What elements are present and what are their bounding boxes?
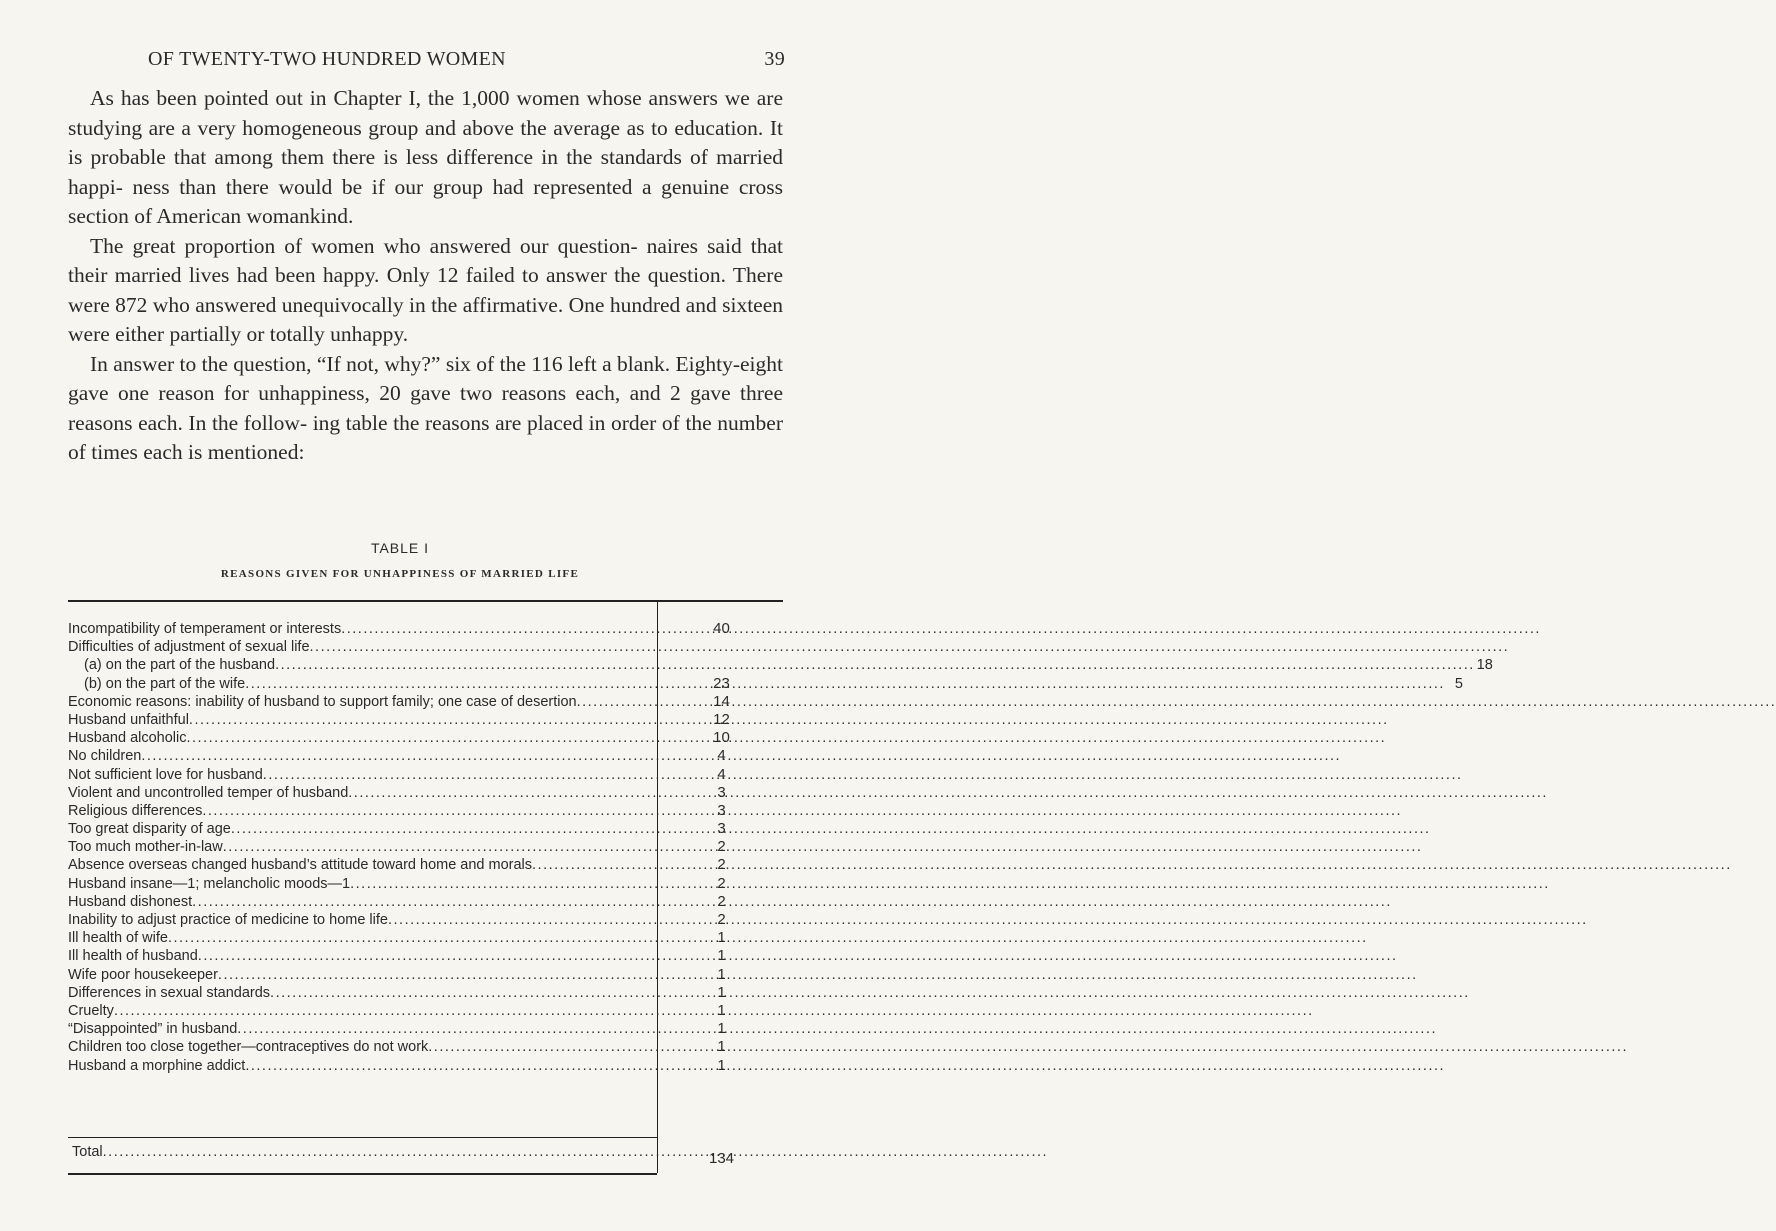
reason-label: Husband unfaithful	[68, 711, 189, 728]
leader-dots	[348, 784, 1548, 802]
leader-dots	[388, 911, 1588, 929]
reason-label: Too much mother-in-law	[68, 839, 223, 856]
leader-dots	[103, 1144, 1048, 1160]
reason-label: Husband alcoholic	[68, 730, 187, 747]
leader-dots	[245, 675, 1445, 693]
total-value: 134	[708, 1150, 735, 1167]
total-rule	[68, 1137, 657, 1138]
table-row	[68, 766, 658, 784]
reason-label: Husband dishonest	[68, 893, 193, 910]
count-value: 2	[717, 838, 726, 856]
reason-label: Not sufficient love for husband	[68, 766, 263, 783]
paragraph: The great proportion of women who answered our question- naires said that their married lives had been happy. Only 12 failed to answer the question. There were 872 who answered unequivocally in the affirmative. One hundred and sixteen were either partially or totally unhappy.	[68, 233, 783, 346]
table-row	[68, 820, 658, 838]
table-row	[68, 929, 658, 947]
reason-label: (a) on the part of the husband	[84, 657, 276, 674]
count-value: 10	[713, 729, 730, 747]
count-value: 1	[717, 1001, 726, 1019]
table-row	[68, 656, 1493, 674]
reason-label: “Disappointed” in husband	[68, 1021, 238, 1038]
count-value: 1	[717, 947, 726, 965]
reason-label: Ill health of wife	[68, 930, 168, 947]
table-row	[68, 620, 658, 638]
count-value	[660, 656, 783, 674]
count-value: 1	[717, 1056, 726, 1074]
sub-count: 5	[1454, 675, 1463, 692]
leader-dots	[341, 620, 1541, 638]
running-title: OF TWENTY-TWO HUNDRED WOMEN	[148, 48, 506, 70]
leader-dots	[350, 875, 1550, 893]
leader-dots	[202, 802, 1402, 820]
reason-label: Wife poor housekeeper	[68, 966, 218, 983]
reason-label: Differences in sexual standards	[68, 984, 271, 1001]
table-row	[68, 711, 658, 729]
count-value: 2	[717, 892, 726, 910]
page-number: 39	[764, 48, 785, 70]
table-row	[68, 802, 658, 820]
reason-label: Cruelty	[68, 1002, 114, 1019]
leader-dots	[223, 838, 1423, 856]
leader-dots	[270, 984, 1470, 1002]
counts-column	[660, 620, 783, 1075]
table-title: TABLE I	[370, 540, 430, 556]
table-row	[68, 638, 658, 656]
count-value	[660, 638, 783, 656]
leader-dots	[198, 947, 1398, 965]
count-value: 1	[717, 1038, 726, 1056]
table-row	[68, 966, 658, 984]
reason-label: Husband insane—1; melancholic moods—1	[68, 875, 351, 892]
body-text	[68, 84, 783, 468]
leader-dots	[310, 638, 1510, 656]
count-value: 40	[713, 620, 730, 637]
leader-dots	[237, 1020, 1437, 1038]
leader-dots	[192, 893, 1392, 911]
reason-label: (b) on the part of the wife	[84, 675, 246, 692]
reason-label: Inability to adjust practice of medicine to home life	[68, 912, 388, 928]
table-row	[68, 947, 658, 965]
reason-label: Too great disparity of age	[68, 821, 231, 838]
table-row	[68, 984, 658, 1002]
table-bottom-rule	[68, 1173, 657, 1175]
leader-dots	[245, 1057, 1445, 1075]
reason-label: Children too close together—contraceptives do not work	[68, 1039, 429, 1056]
total-label: Total	[72, 1144, 103, 1160]
count-value: 2	[717, 874, 726, 892]
count-value: 1	[717, 965, 726, 983]
table-row	[68, 784, 658, 802]
reason-label: Religious differences	[68, 802, 203, 819]
table-row	[68, 729, 658, 747]
total-row	[72, 1144, 652, 1160]
leader-dots	[189, 711, 1389, 729]
leader-dots	[231, 820, 1431, 838]
leader-dots	[428, 1038, 1628, 1056]
count-value: 14	[713, 692, 730, 710]
count-value: 2	[717, 911, 726, 928]
reason-label: Violent and uncontrolled temper of husband	[68, 784, 349, 801]
count-value: 23	[713, 674, 730, 692]
reason-label: Ill health of husband	[68, 948, 198, 965]
reason-label: Husband a morphine addict	[68, 1057, 246, 1074]
paragraph: As has been pointed out in Chapter I, the 1,000 women whose answers we are studying are a very homogeneous group and above the average as to education. It is probable that among them there is less difference in the standards of married happi- ness than there would be if our group had represented a genuine cross section of American womankind.	[68, 86, 783, 228]
count-value: 1	[717, 983, 726, 1001]
table-subtitle: REASONS GIVEN FOR UNHAPPINESS OF MARRIED LIFE	[220, 568, 580, 580]
sub-count: 18	[1476, 657, 1493, 674]
reason-label: No children	[68, 748, 142, 765]
leader-dots	[263, 766, 1463, 784]
reason-label: Difficulties of adjustment of sexual life	[68, 639, 310, 656]
table-row	[68, 1020, 658, 1038]
reason-label: Absence overseas changed husband’s attitude toward home and morals	[68, 857, 533, 874]
leader-dots	[187, 729, 1387, 747]
count-value: 1	[717, 929, 726, 947]
count-value: 2	[717, 856, 726, 874]
table-row	[68, 875, 658, 893]
reason-label: Economic reasons: inability of husband to support family; one case of desertion	[68, 693, 577, 710]
leader-dots	[218, 966, 1418, 984]
count-value: 1	[717, 1020, 726, 1038]
table-row	[68, 856, 658, 874]
table-row	[68, 1038, 658, 1056]
count-value: 3	[717, 783, 726, 801]
table-row	[68, 693, 658, 711]
table-row	[68, 1002, 658, 1020]
count-value: 3	[717, 801, 726, 819]
table-row	[68, 838, 658, 856]
count-value: 4	[717, 765, 726, 783]
table-top-rule	[68, 600, 783, 602]
table-row	[68, 1057, 658, 1075]
running-header	[90, 48, 790, 78]
paragraph: In answer to the question, “If not, why?” six of the 116 left a blank. Eighty-eight gave one reason for unhappiness, 20 gave two reasons each, and 2 gave three reasons each. In the follow- ing table the reasons are placed in order of the number of times each is mentioned:	[68, 351, 783, 464]
table-row	[68, 911, 658, 929]
table-row	[68, 747, 658, 765]
leader-dots	[275, 656, 1475, 674]
table-row	[68, 893, 658, 911]
count-value: 12	[713, 710, 730, 728]
count-value: 4	[717, 747, 726, 765]
count-value: 3	[717, 820, 726, 838]
reason-label: Incompatibility of temperament or interests	[68, 621, 342, 637]
